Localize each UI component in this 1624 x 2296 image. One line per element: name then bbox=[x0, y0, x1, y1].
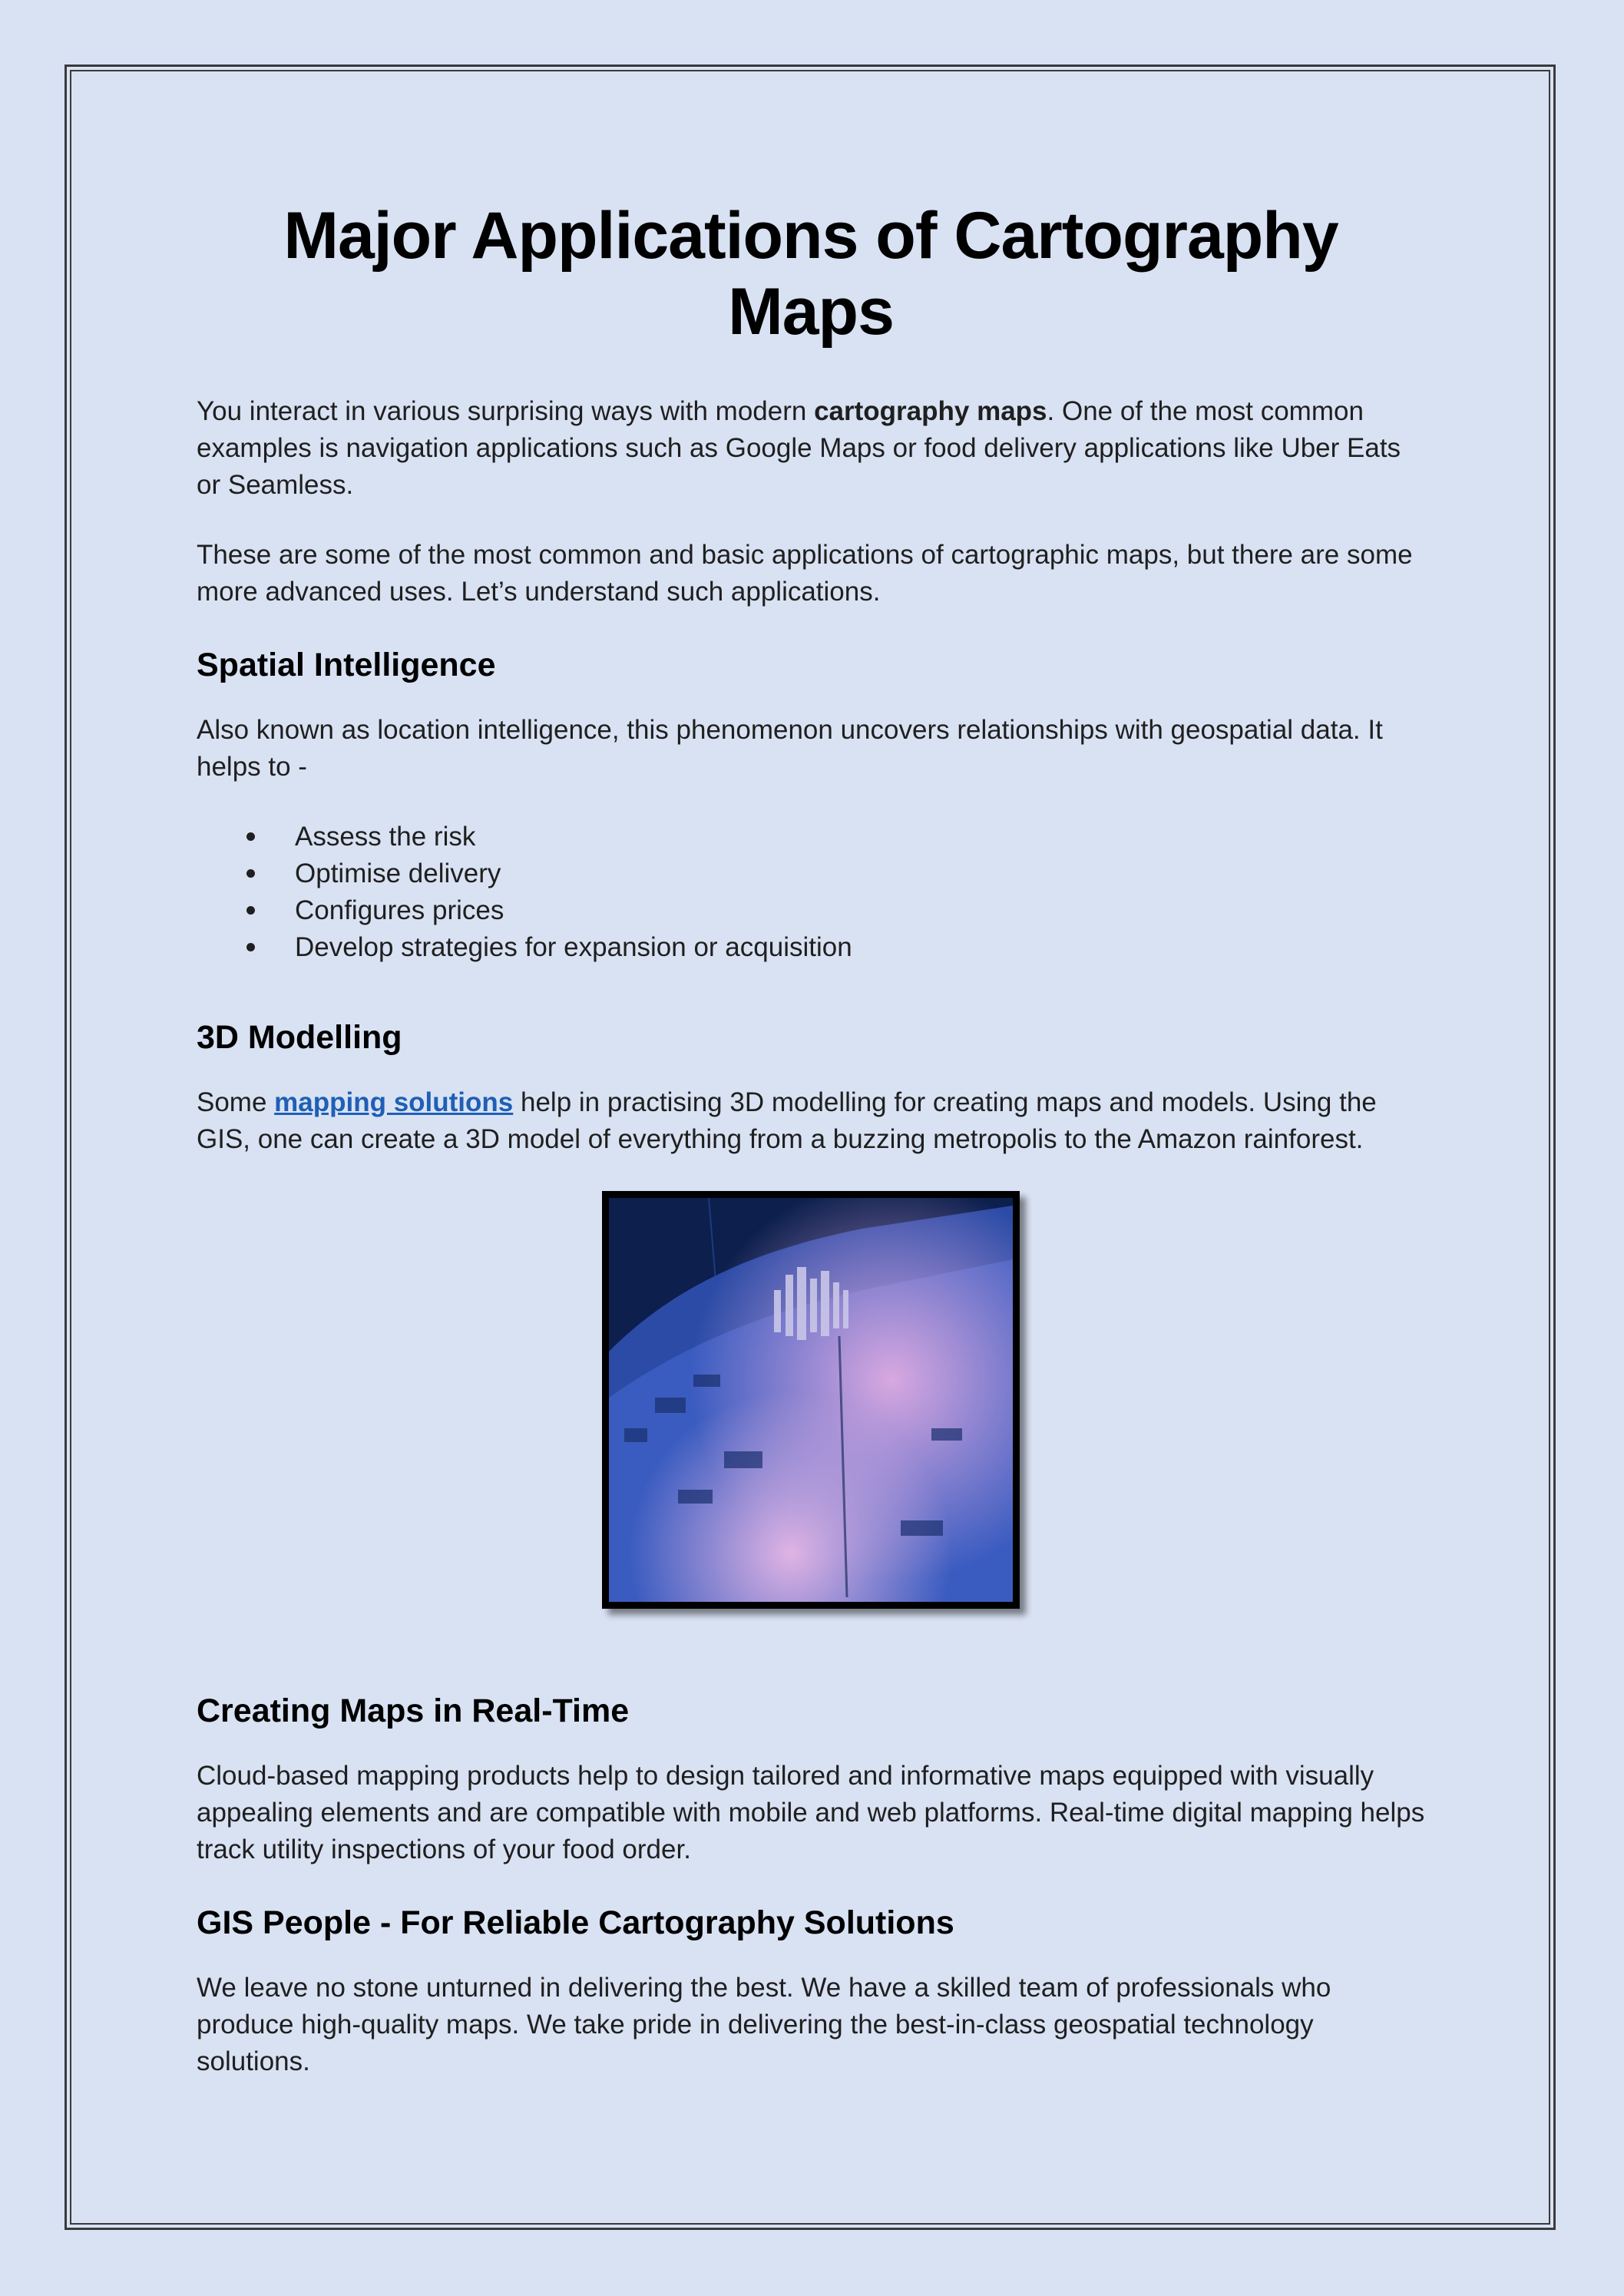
heading-spatial-intelligence: Spatial Intelligence bbox=[197, 646, 496, 683]
3d-city-map-illustration bbox=[609, 1198, 1013, 1602]
modelling-text-end: help in practising 3D modelling for creating maps and models. Using the GIS, one can create a 3D model of everything from a buzzing metropolis to the Amazon rainforest. bbox=[197, 1087, 1377, 1154]
list-item: Assess the risk bbox=[295, 819, 1425, 855]
realtime-paragraph: Cloud-based mapping products help to design tailored and informative maps equipped with visually appealing elements and are compatible with mobile and web platforms. Real-time digital mapping helps track utility inspections of your food order. bbox=[197, 1760, 1425, 1864]
list-item: Optimise delivery bbox=[295, 855, 1425, 892]
modelling-text-start: Some bbox=[197, 1087, 275, 1117]
document-body bbox=[197, 198, 1425, 2113]
heading-real-time-maps: Creating Maps in Real-Time bbox=[197, 1692, 630, 1729]
spatial-paragraph: Also known as location intelligence, this phenomenon uncovers relationships with geospatial data. It helps to - bbox=[197, 714, 1383, 782]
modelling-paragraph bbox=[197, 1084, 1425, 1158]
mapping-solutions-link[interactable]: mapping solutions bbox=[274, 1087, 514, 1117]
3d-city-map-image bbox=[602, 1191, 1020, 1609]
intro-text-start: You interact in various surprising ways with modern bbox=[197, 395, 815, 426]
spatial-bullet-list bbox=[197, 819, 1425, 966]
heading-gis-people: GIS People - For Reliable Cartography Solutions bbox=[197, 1904, 954, 1941]
list-item: Develop strategies for expansion or acquisition bbox=[295, 929, 1425, 966]
intro-text-end: . One of the most common examples is navigation applications such as Google Maps or food delivery applications like Uber Eats or Seamless. bbox=[197, 395, 1401, 500]
list-item: Configures prices bbox=[295, 892, 1425, 929]
page-title: Major Applications of Cartography Maps bbox=[283, 199, 1338, 349]
heading-3d-modelling: 3D Modelling bbox=[197, 1018, 402, 1056]
intro-paragraph-1 bbox=[197, 393, 1425, 504]
figure-container bbox=[197, 1191, 1425, 1613]
intro-paragraph-2: These are some of the most common and basic applications of cartographic maps, but there are some more advanced uses. Let’s understand such applications. bbox=[197, 539, 1413, 607]
gis-paragraph: We leave no stone unturned in delivering the best. We have a skilled team of professionals who produce high-quality maps. We take pride in delivering the best-in-class geospatial technology solutions. bbox=[197, 1972, 1331, 2076]
intro-bold-term: cartography maps bbox=[814, 395, 1047, 426]
